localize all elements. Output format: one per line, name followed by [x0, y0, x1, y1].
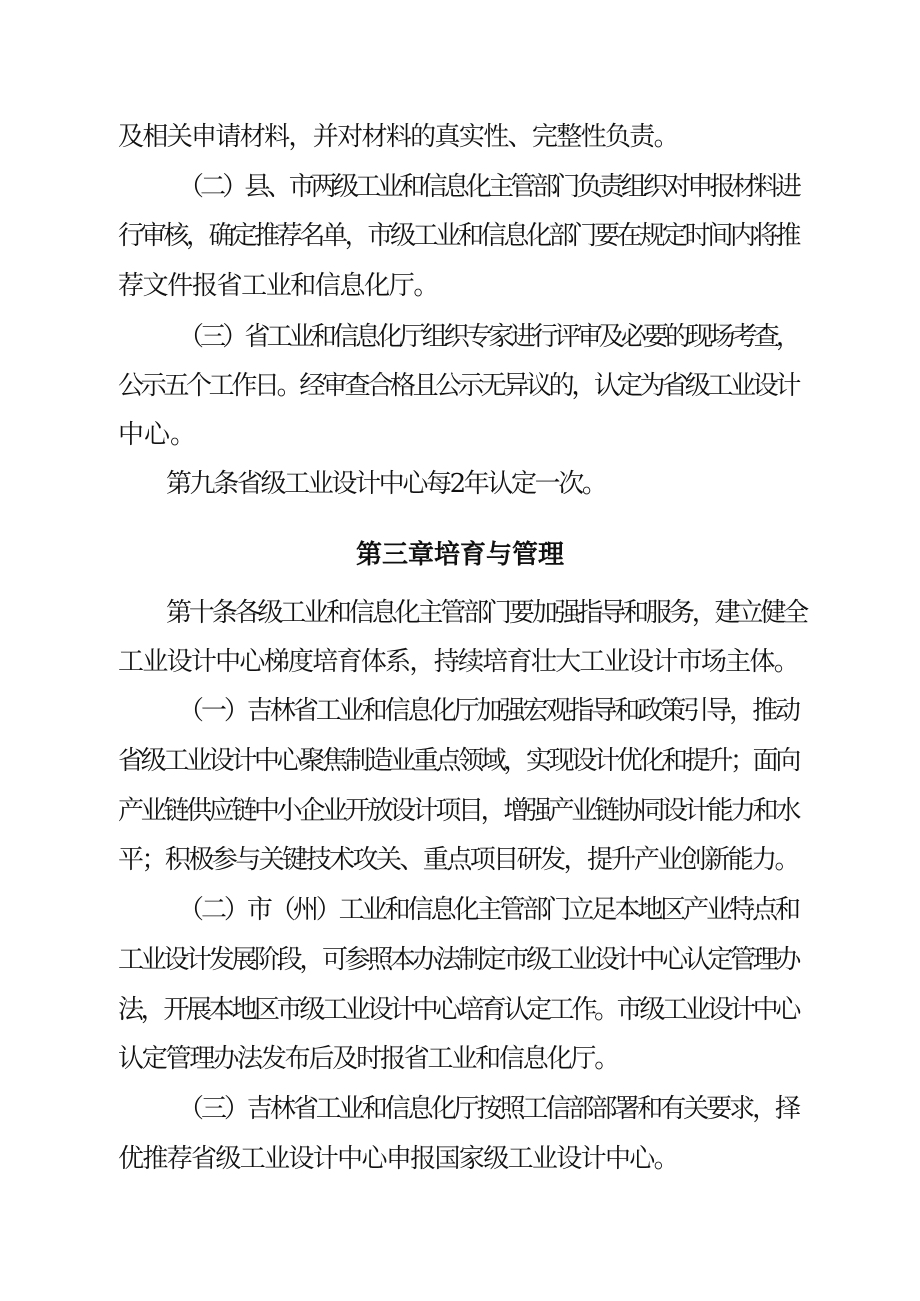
article-line: 第十条各级工业和信息化主管部门要加强指导和服务，建立健全	[166, 598, 807, 628]
body-line: （一）吉林省工业和信息化厅加强宏观指导和政策引导，推动	[178, 696, 799, 726]
body-line: 产业链供应链中小企业开放设计项目，增强产业链协同设计能力和水	[118, 796, 799, 826]
body-line: 中心。	[118, 420, 197, 450]
body-line: 公示五个工作日。经审查合格且公示无异议的，认定为省级工业设计	[118, 371, 799, 401]
body-line: 认定管理办法发布后及时报省工业和信息化厅。	[118, 1044, 619, 1074]
body-line: （三）省工业和信息化厅组织专家进行评审及必要的现场考查，	[178, 322, 799, 352]
body-line: 优推荐省级工业设计中心申报国家级工业设计中心。	[118, 1144, 679, 1174]
body-line: 法，开展本地区市级工业设计中心培育认定工作。市级工业设计中心	[118, 995, 799, 1025]
body-line: 省级工业设计中心聚焦制造业重点领域，实现设计优化和提升；面向	[118, 746, 799, 776]
body-line: 行审核，确定推荐名单，市级工业和信息化部门要在规定时间内将推	[118, 221, 799, 251]
body-line: （三）吉林省工业和信息化厅按照工信部部署和有关要求，择	[178, 1094, 799, 1124]
body-line: 平；积极参与关键技术攻关、重点项目研发，提升产业创新能力。	[118, 845, 799, 875]
body-line: 及相关申请材料，并对材料的真实性、完整性负责。	[118, 122, 679, 152]
chapter-heading: 第三章培育与管理	[355, 540, 564, 570]
body-line: 工业设计发展阶段，可参照本办法制定市级工业设计中心认定管理办	[118, 945, 799, 975]
article-line: 第九条省级工业设计中心每2年认定一次。	[166, 469, 606, 499]
body-line: （二）市（州）工业和信息化主管部门立足本地区产业特点和	[178, 895, 799, 925]
body-line: （二）县、市两级工业和信息化主管部门负责组织对申报材料进	[178, 172, 799, 202]
body-line: 荐文件报省工业和信息化厅。	[118, 271, 439, 301]
body-line: 工业设计中心梯度培育体系，持续培育壮大工业设计市场主体。	[118, 647, 799, 677]
